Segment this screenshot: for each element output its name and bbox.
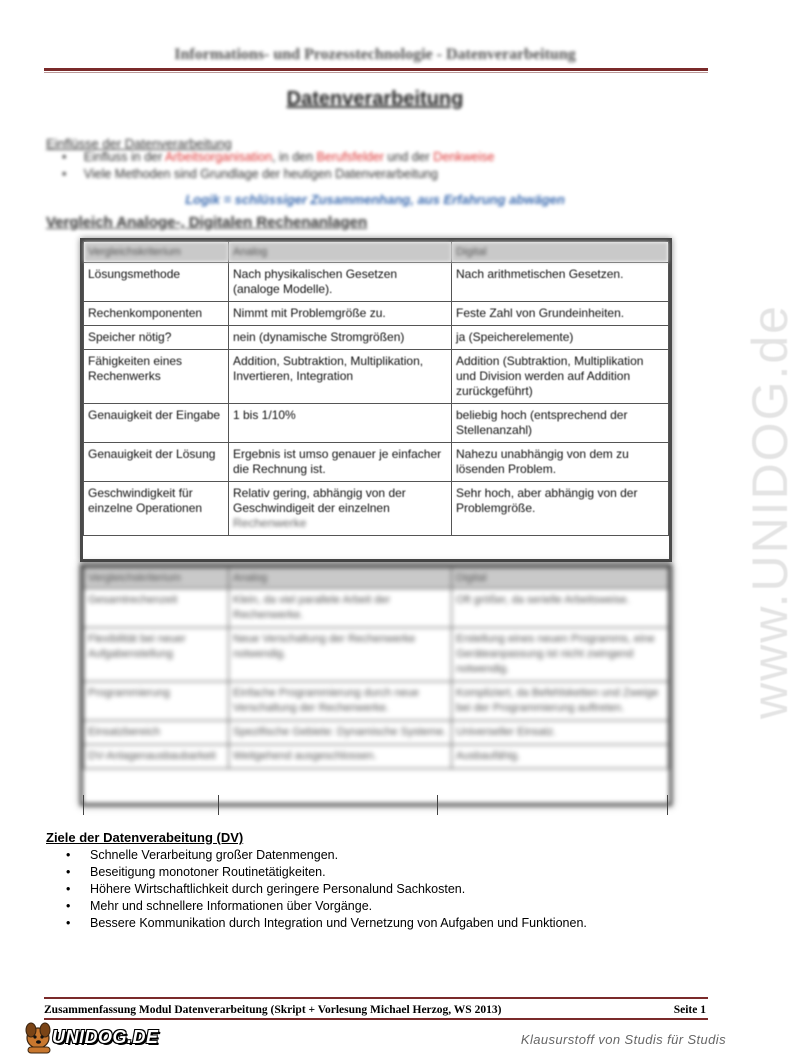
list-item-text: Bessere Kommunikation durch Integration und Vernetzung von Aufgaben und Funktionen. [90, 916, 587, 930]
table-cell: Geschwindigkeit für einzelne Operationen [84, 482, 229, 536]
table-header-row [84, 242, 669, 263]
list-item-text: Schnelle Verarbeitung großer Datenmengen. [90, 848, 339, 862]
table-cell: Genauigkeit der Lösung [84, 443, 229, 482]
highlight-text: Berufsfelder [316, 150, 384, 164]
logik-definition: Logik = schlüssiger Zusammenhang, aus Erfahrung abwägen [185, 192, 565, 207]
table-row [84, 263, 669, 302]
table-cell: Universeller Einsatz. [452, 721, 669, 745]
table-row [84, 482, 669, 536]
text-fragment: , in den [272, 150, 317, 164]
einfluesse-item: • Viele Methoden sind Grundlage der heutigen Datenverarbeitung [62, 167, 438, 181]
table-cell: Lösungsmethode [84, 263, 229, 302]
table-cell: beliebig hoch (entsprechend der Stellenanzahl) [452, 404, 669, 443]
table-cell: Speicher nötig? [84, 326, 229, 350]
table-header-cell: Vergleichskriterium [84, 242, 229, 263]
highlight-text: Denkweise [433, 150, 495, 164]
footer-summary: Zusammenfassung Modul Datenverarbeitung (Skript + Vorlesung Michael Herzog, WS 2013) [44, 1004, 502, 1016]
document-title: Datenverarbeitung [286, 88, 464, 110]
table-cell: Neue Verschaltung der Rechenwerke notwendig. [229, 628, 452, 682]
bullet-icon: • [66, 865, 71, 879]
ziele-list [66, 848, 587, 933]
list-item [66, 882, 587, 899]
comparison-table-1 [80, 238, 672, 562]
list-item [66, 865, 587, 882]
table-row [84, 404, 669, 443]
table-cell: Programmierung [84, 682, 229, 721]
table-cell: Ergebnis ist umso genauer je einfacher die Rechnung ist. [229, 443, 452, 482]
list-item-text: Höhere Wirtschaftlichkeit durch geringere Personalund Sachkosten. [90, 882, 466, 896]
table-cell: Erstellung eines neuen Programms, eine Geräteanpassung ist nicht zwingend notwendig. [452, 628, 669, 682]
table-row [84, 350, 669, 404]
list-item [66, 899, 587, 916]
text-fragment: Einfluss in der [83, 150, 166, 164]
tagline: Klausurstoff von Studis für Studis [520, 1032, 726, 1047]
table-cell: nein (dynamische Stromgrößen) [229, 326, 452, 350]
table-row [84, 628, 669, 682]
page-header-title: Informations- und Prozesstechnologie - Datenverarbeitung [174, 46, 576, 63]
text-fragment: und der [383, 150, 434, 164]
table-header-row [84, 568, 669, 589]
footer-rule-top [44, 997, 708, 999]
table-cell: Rechenkomponenten [84, 302, 229, 326]
table-edge-line [218, 795, 219, 815]
table-cell: Klein, da viel parallele Arbeit der Rechenwerke. [229, 589, 452, 628]
table-cell: Addition (Subtraktion, Multiplikation und Division werden auf Addition zurückgeführt) [452, 350, 669, 404]
text-fragment: Viele Methoden sind Grundlage der heutigen Datenverarbeitung [83, 167, 438, 181]
page-number: Seite 1 [673, 1004, 706, 1016]
table-cell: Nach physikalischen Gesetzen (analoge Modelle). [229, 263, 452, 302]
table-cell: Kompliziert, da Befehlsketten und Zweige bei der Programmierung auftreten. [452, 682, 669, 721]
bullet-icon: • [66, 882, 71, 896]
bullet-icon: • [66, 899, 71, 913]
table-row [84, 721, 669, 745]
table-cell: Oft größer, da serielle Arbeitsweise. [452, 589, 669, 628]
table-cell: Fähigkeiten eines Rechenwerks [84, 350, 229, 404]
table-cell: DV-Anlagenausbaubarkeit [84, 745, 229, 769]
table-cell: Einfache Programmierung durch neue Verschaltung der Rechenwerke. [229, 682, 452, 721]
table-cell: Einsatzbereich [84, 721, 229, 745]
table-edge-line [667, 795, 668, 815]
logo-text: UNIDOG.DE [52, 1027, 159, 1047]
list-item [66, 848, 587, 865]
table-header-cell: Digital [452, 568, 669, 589]
list-item-text: Beseitigung monotoner Routinetätigkeiten. [90, 865, 326, 879]
table-cell: Flexibilität bei neuer Aufgabenstellung [84, 628, 229, 682]
list-item-text: Mehr und schnellere Informationen über Vorgänge. [90, 899, 373, 913]
table-row [84, 443, 669, 482]
header-rule [44, 68, 708, 71]
table-cell: Addition, Subtraktion, Multiplikation, Invertieren, Integration [229, 350, 452, 404]
watermark: www.UNIDOG.de [742, 304, 798, 719]
table-row [84, 682, 669, 721]
bullet-icon: • [66, 916, 71, 930]
table-header-cell: Vergleichskriterium [84, 568, 229, 589]
cell-text: Relativ gering, abhängig von der Geschwindigeit der einzelnen [233, 486, 406, 515]
header-rule-thin [44, 72, 708, 73]
highlight-text: Arbeitsorganisation [165, 150, 273, 164]
table-row [84, 589, 669, 628]
table-row [84, 302, 669, 326]
table-cell: Weitgehend ausgeschlossen. [229, 745, 452, 769]
bullet-icon: • [66, 848, 71, 862]
table-cell: Nahezu unabhängig von dem zu lösenden Problem. [452, 443, 669, 482]
table-header-cell: Analog [229, 242, 452, 263]
cell-text-faded: Rechenwerke [233, 516, 307, 530]
table-header-cell: Analog [229, 568, 452, 589]
table-cell: Feste Zahl von Grundeinheiten. [452, 302, 669, 326]
table-cell: Spezifische Gebiete: Dynamische Systeme. [229, 721, 452, 745]
table-cell: ja (Speicherelemente) [452, 326, 669, 350]
einfluesse-heading: Einflüsse der Datenverarbeitung [46, 136, 232, 151]
table-cell: Sehr hoch, aber abhängig von der Problemgröße. [452, 482, 669, 536]
table-row [84, 326, 669, 350]
table-cell: 1 bis 1/10% [229, 404, 452, 443]
table-cell: Ausbaufähig. [452, 745, 669, 769]
table-edge-line [437, 795, 438, 815]
table-cell: Gesamtrechenzeit [84, 589, 229, 628]
einfluesse-list [62, 150, 494, 184]
ziele-heading: Ziele der Datenverabeitung (DV) [46, 830, 244, 845]
table-row [84, 745, 669, 769]
table-cell: Nach arithmetischen Gesetzen. [452, 263, 669, 302]
einfluesse-item: • Einfluss in der Arbeitsorganisation, in den Berufsfelder und der Denkweise [62, 150, 495, 164]
list-item [66, 916, 587, 933]
table-cell [229, 482, 452, 536]
table-cell: Genauigkeit der Eingabe [84, 404, 229, 443]
table-header-cell: Digital [452, 242, 669, 263]
vergleich-heading: Vergleich Analoge-, Digitalen Rechenanlagen [46, 214, 368, 231]
table-edge-line [83, 795, 84, 815]
table-cell: Nimmt mit Problemgröße zu. [229, 302, 452, 326]
comparison-table-2 [80, 564, 672, 806]
